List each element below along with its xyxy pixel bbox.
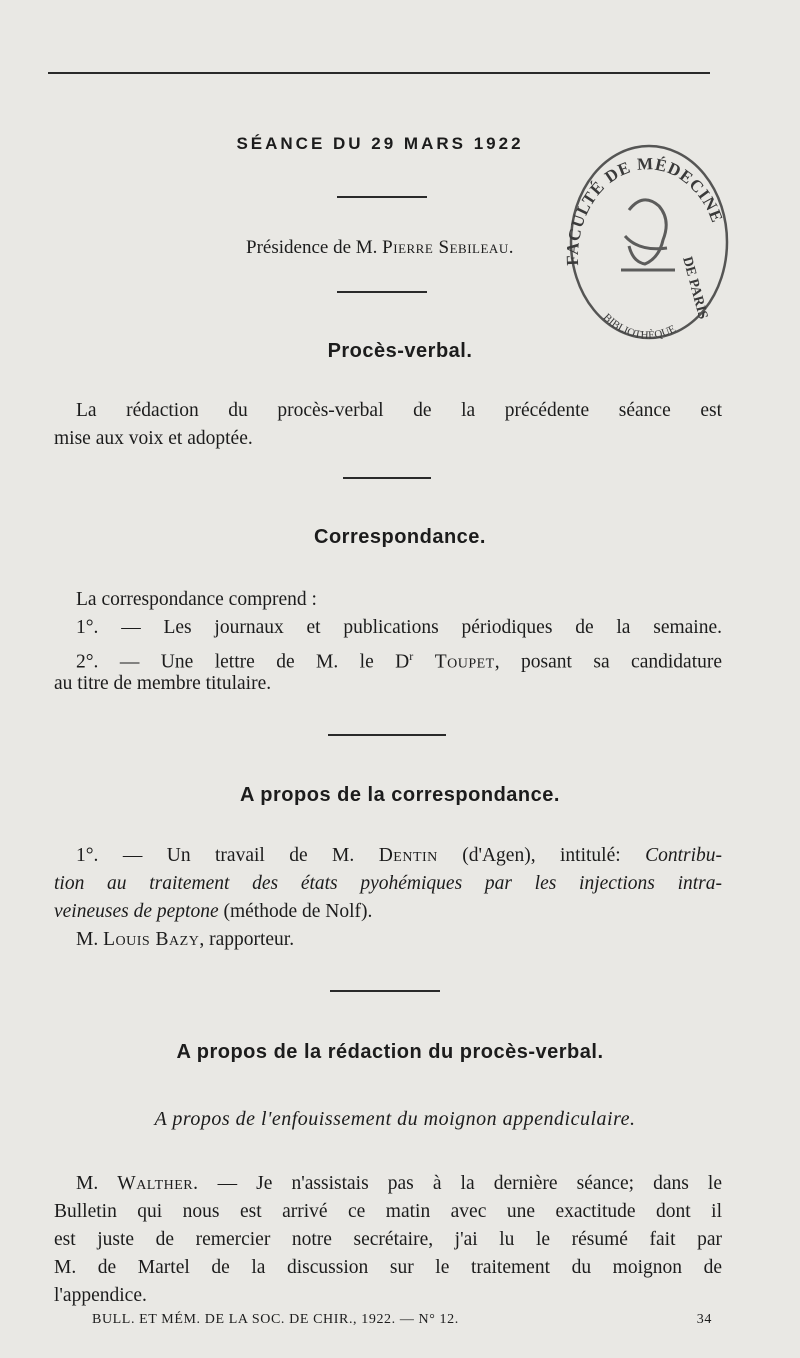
presidency-prefix: Présidence de M.	[246, 237, 378, 258]
divider	[337, 291, 427, 293]
top-rule	[48, 72, 710, 74]
library-stamp	[563, 140, 735, 350]
page-footer	[92, 1312, 712, 1328]
subtitle-enfouissement: A propos de l'enfouissement du moignon appendiculaire.	[154, 1108, 636, 1130]
walther-paragraph	[54, 1170, 722, 1310]
session-title: SÉANCE DU 29 MARS 1922	[236, 134, 524, 153]
text-line: La correspondance comprend :	[76, 589, 317, 610]
stamp-emblem	[621, 200, 675, 270]
text-line: au titre de membre titulaire.	[54, 673, 272, 694]
rapporteur-name: Louis Bazy	[103, 929, 200, 950]
stamp-text-bottom: BIBLIOTHÈQUE	[600, 311, 678, 342]
text-line: M. Walther. — Je n'assistais pas à la dernière séance; dans le	[76, 1173, 722, 1194]
heading-a-propos-correspondance: A propos de la correspondance.	[240, 784, 560, 806]
divider	[328, 734, 446, 736]
journal-citation: BULL. ET MÉM. DE LA SOC. DE CHIR., 1922. — N° 12.	[92, 1312, 459, 1327]
stamp-text-right: DE PARIS	[679, 255, 711, 321]
divider	[337, 196, 427, 198]
heading-proces-verbal: Procès-verbal.	[327, 340, 473, 362]
text-line: La rédaction du procès-verbal de la précédente séance est	[76, 400, 722, 421]
author-name: Dentin	[378, 845, 438, 866]
text-line: est juste de remercier notre secrétaire, j'ai lu le résumé fait par	[54, 1229, 722, 1250]
divider	[330, 990, 440, 992]
a-propos-correspondance-paragraph	[54, 842, 722, 954]
text-line: M. Louis Bazy, rapporteur.	[76, 929, 295, 950]
text-line: veineuses de peptone (méthode de Nolf).	[54, 901, 373, 922]
text-line: mise aux voix et adoptée.	[54, 428, 253, 449]
president-name: Pierre Sebileau.	[382, 237, 514, 258]
doctor-name: Toupet	[434, 651, 495, 673]
text-line: Bulletin qui nous est arrivé ce matin avec une exactitude dont il	[54, 1201, 722, 1222]
text-line: 2°. — Une lettre de M. le $D^r$ Toupet, posant sa candidature	[76, 649, 723, 673]
text-line: 1°. — Un travail de M. Dentin (d'Agen), intitulé: Contribu-	[76, 845, 723, 866]
proces-verbal-paragraph	[54, 397, 722, 453]
text-line: tion au traitement des états pyohémiques par les injections intra-	[54, 873, 722, 894]
heading-correspondance: Correspondance.	[314, 526, 486, 548]
correspondance-paragraph	[54, 586, 722, 698]
stamp-text-top: FACULTÉ DE MÉDECINE	[563, 154, 727, 266]
text-line: l'appendice.	[54, 1285, 147, 1306]
speaker-name: Walther.	[117, 1173, 199, 1194]
text-line: M. de Martel de la discussion sur le traitement du moignon de	[54, 1257, 722, 1278]
text-line: 1°. — Les journaux et publications périodiques de la semaine.	[76, 617, 722, 638]
page-number: 34	[696, 1312, 712, 1327]
heading-a-propos-redaction: A propos de la rédaction du procès-verbal.	[176, 1041, 604, 1063]
divider	[343, 477, 431, 479]
